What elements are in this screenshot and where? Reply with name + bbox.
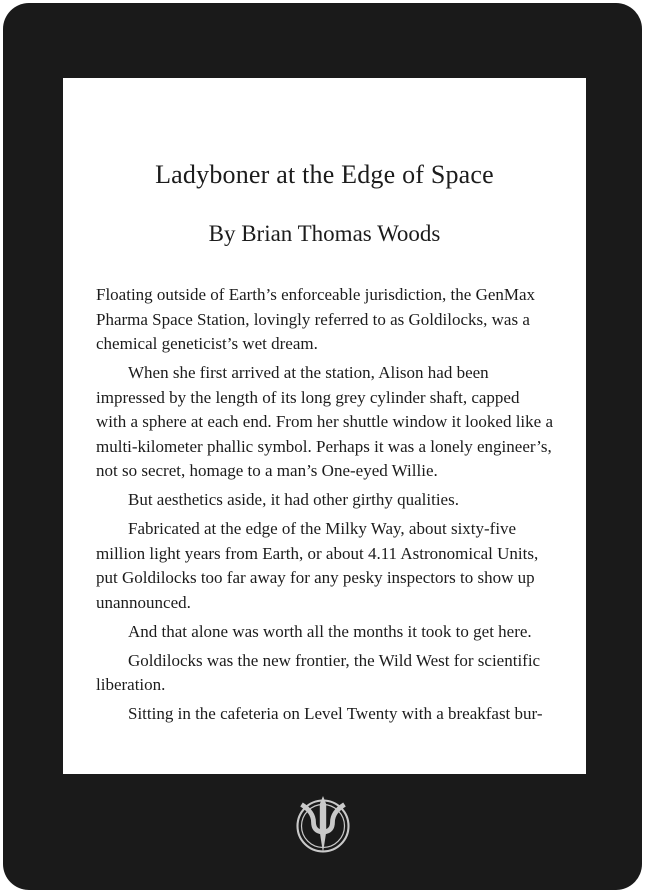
book-page (63, 78, 586, 774)
book-author-byline: By Brian Thomas Woods (208, 221, 441, 246)
e-reader-screen[interactable] (63, 78, 586, 774)
book-text (96, 283, 553, 727)
paragraph: Goldilocks was the new frontier, the Wild West for scientific liberation. (96, 650, 541, 694)
paragraph: And that alone was worth all the months it took to get here. (128, 621, 532, 641)
trident-logo-icon (289, 792, 357, 860)
paragraph: Sitting in the cafeteria on Level Twenty with a breakfast bur- (128, 704, 543, 723)
paragraph: Fabricated at the edge of the Milky Way, about sixty-five million light years from Earth, or about 4.11 Astronomical Units, put Goldilocks too far away for any pesky inspectors to show up unannounced. (96, 519, 539, 612)
e-reader-device (3, 3, 642, 890)
paragraph: Floating outside of Earth’s enforceable jurisdiction, the GenMax Pharma Space Station, lovingly referred to as Goldilocks, was a chemical geneticist’s wet dream. (96, 285, 536, 353)
book-title: Ladyboner at the Edge of Space (155, 160, 494, 189)
paragraph: But aesthetics aside, it had other girthy qualities. (128, 490, 459, 509)
paragraph: When she first arrived at the station, Alison had been impressed by the length of its long grey cylinder shaft, capped with a sphere at each end. From her shuttle window it looked like a multi-kilometer phallic symbol. Perhaps it was a lonely engineer’s, not so secret, homage to a man’s One-eyed Willie. (96, 363, 553, 480)
